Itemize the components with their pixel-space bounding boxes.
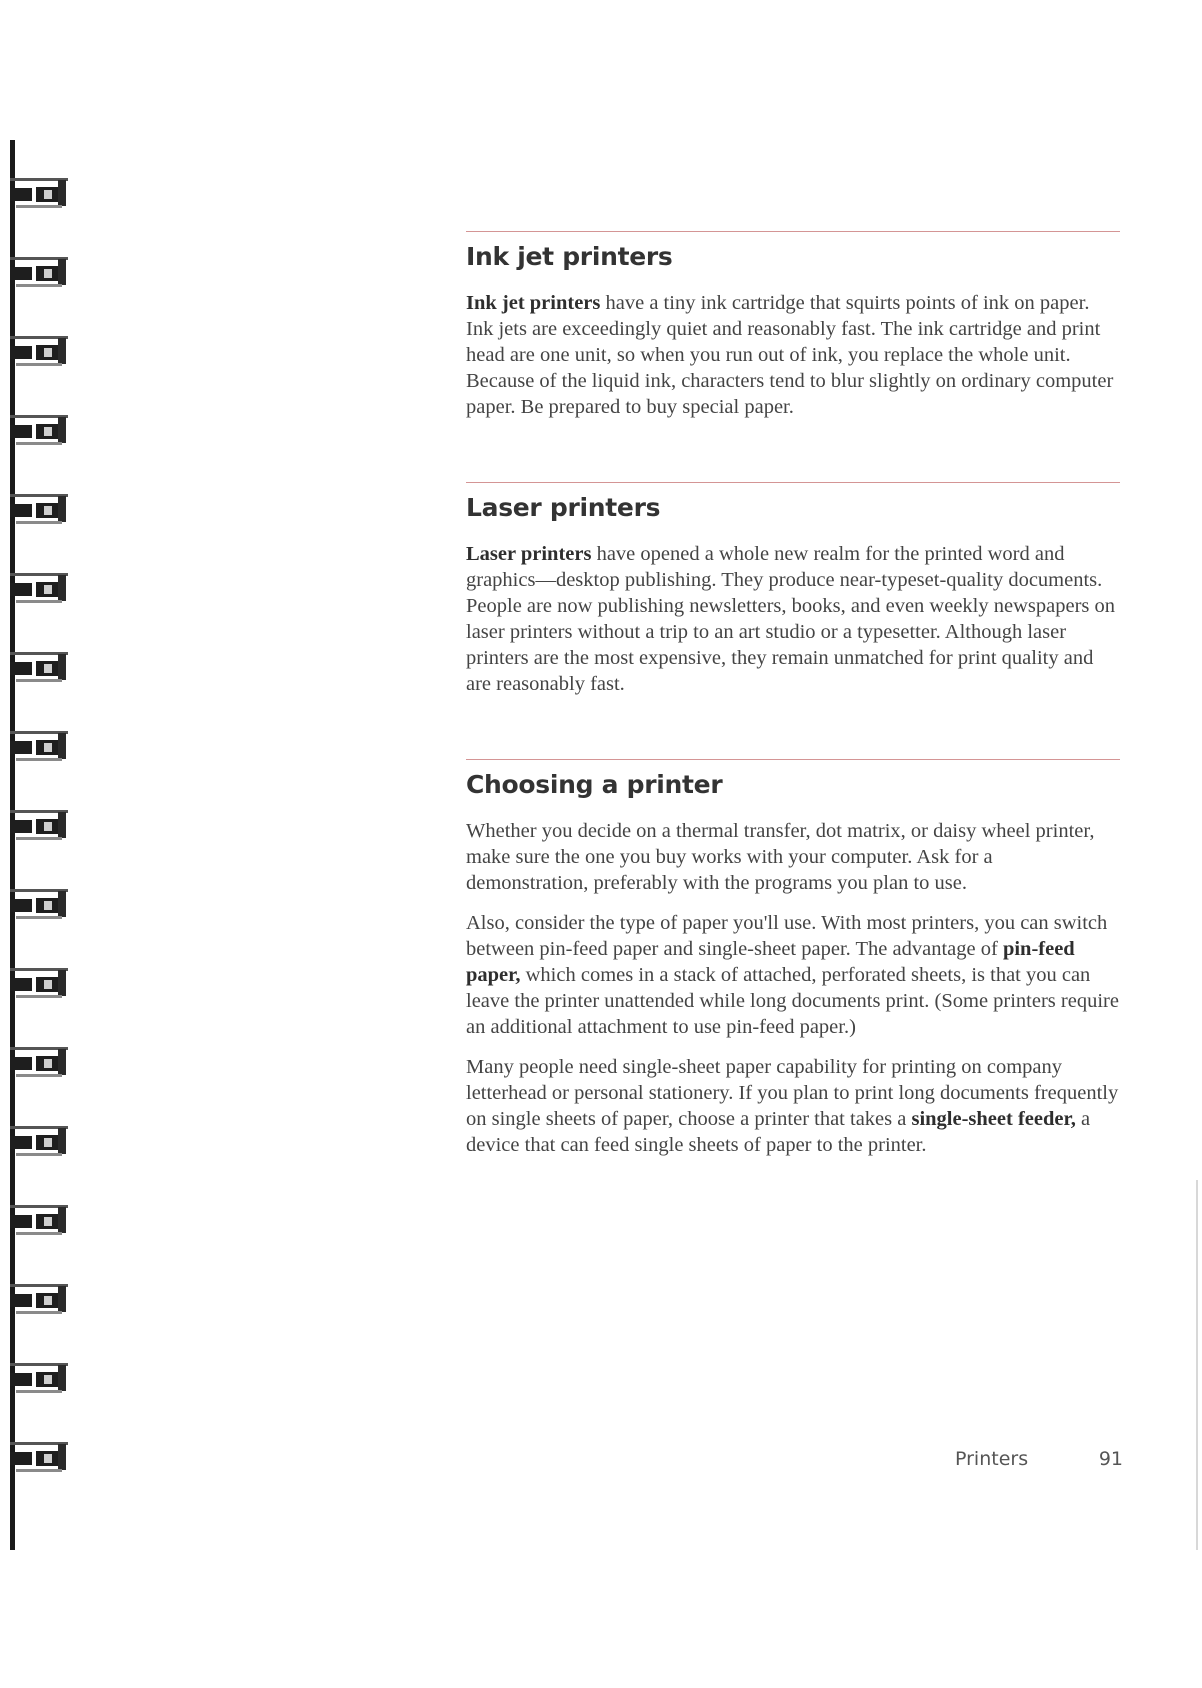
paragraph <box>466 290 1120 420</box>
bold-term: pin-feed paper, <box>466 938 1075 986</box>
binding-coil <box>10 178 68 208</box>
paragraph-text: Whether you decide on a thermal transfer, dot matrix, or daisy wheel printer, make sure the one you buy works with your computer. Ask for a demonstration, preferably with the programs you plan to use. <box>466 820 1095 894</box>
paragraph <box>466 1054 1120 1158</box>
paragraph-text: have a tiny ink cartridge that squirts points of ink on paper. Ink jets are exceedingly quiet and reasonably fast. The ink cartridge and print head are one unit, so when you run out of ink, you replace the whole unit. Because of the liquid ink, characters tend to blur slightly on ordinary computer paper. Be prepared to buy special paper. <box>466 292 1114 418</box>
spiral-binding <box>0 140 80 1550</box>
binding-coil <box>10 889 68 919</box>
binding-coil <box>10 652 68 682</box>
binding-coil <box>10 1442 68 1472</box>
section-choosing-a-printer <box>466 759 1120 1158</box>
bold-term: Laser printers <box>466 543 592 565</box>
page-footer <box>955 1448 1123 1470</box>
binding-coil <box>10 415 68 445</box>
binding-coil <box>10 1363 68 1393</box>
paragraph <box>466 910 1120 1040</box>
binding-coil <box>10 257 68 287</box>
paragraph <box>466 818 1120 896</box>
binding-coil <box>10 1126 68 1156</box>
bold-term: Ink jet printers <box>466 292 601 314</box>
footer-chapter: Printers <box>955 1448 1029 1470</box>
paragraph-text: Many people need single-sheet paper capability for printing on company letterhead or personal stationery. If you plan to print long documents frequently on single sheets of paper, choose a printer that takes a <box>466 1056 1119 1130</box>
section-rule <box>466 231 1120 232</box>
binding-coil <box>10 1284 68 1314</box>
bold-term: single-sheet feeder, <box>911 1108 1076 1130</box>
paragraph-text: which comes in a stack of attached, perforated sheets, is that you can leave the printer unattended while long documents print. (Some printers require an additional attachment to use pin-feed paper.) <box>466 964 1119 1038</box>
section-rule <box>466 759 1120 760</box>
section-ink-jet-printers <box>466 231 1120 420</box>
paragraph-text: have opened a whole new realm for the printed word and graphics—desktop publishing. They produce near-typeset-quality documents. People are now publishing newsletters, books, and even weekly newspapers on laser printers without a trip to an art studio or a typesetter. Although laser printers are the most expensive, they remain unmatched for print quality and are reasonably fast. <box>466 543 1116 695</box>
section-heading: Ink jet printers <box>466 242 673 271</box>
paragraph-text: a device that can feed single sheets of paper to the printer. <box>466 1108 1091 1156</box>
paragraph-text: Also, consider the type of paper you'll use. With most printers, you can switch between pin-feed paper and single-sheet paper. The advantage of <box>466 912 1108 960</box>
section-laser-printers <box>466 482 1120 697</box>
binding-coil <box>10 1047 68 1077</box>
binding-coil <box>10 494 68 524</box>
binding-coil <box>10 1205 68 1235</box>
binding-coil <box>10 968 68 998</box>
section-rule <box>466 482 1120 483</box>
section-heading: Laser printers <box>466 493 661 522</box>
page-edge-line <box>1196 1180 1198 1550</box>
binding-coil <box>10 573 68 603</box>
binding-coil <box>10 731 68 761</box>
spiral-binding-art <box>0 140 80 1550</box>
page-content <box>466 231 1120 1220</box>
binding-coil <box>10 810 68 840</box>
page-number: 91 <box>1098 1448 1123 1470</box>
paragraph <box>466 541 1120 697</box>
section-heading: Choosing a printer <box>466 770 723 799</box>
binding-coil <box>10 336 68 366</box>
